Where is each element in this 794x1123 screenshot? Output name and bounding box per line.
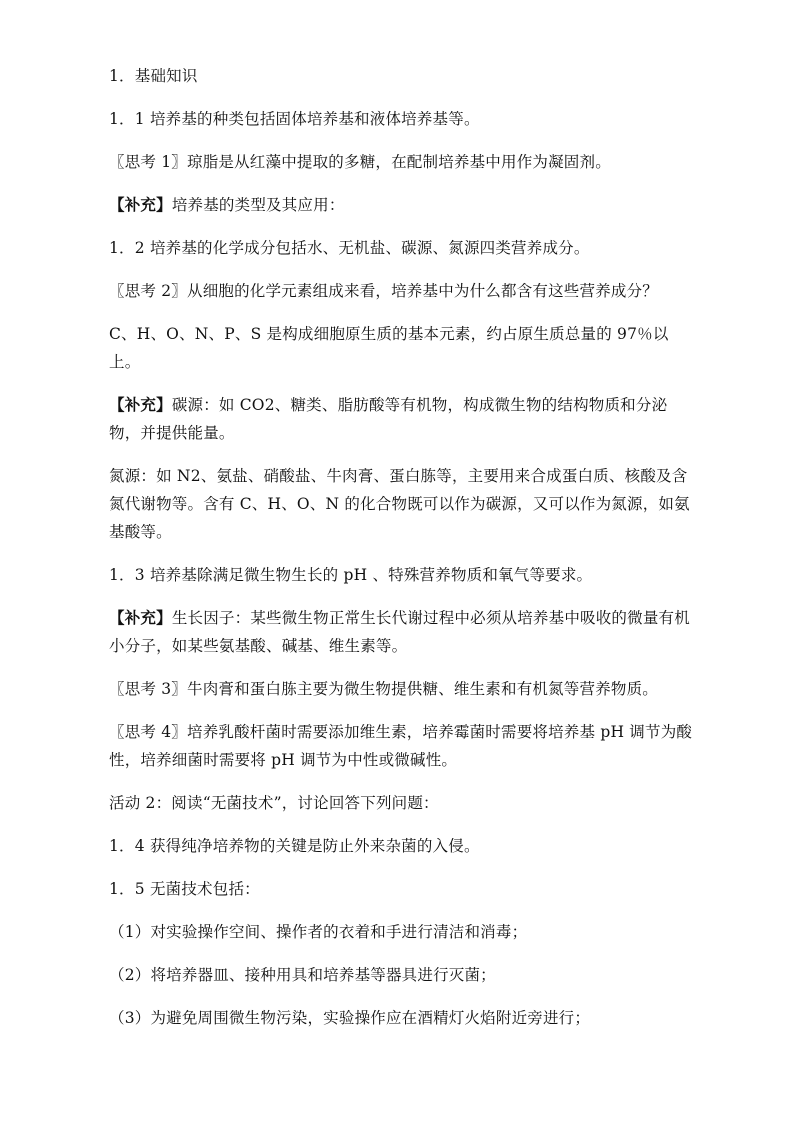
- think-label: 〖思考 4〗: [109, 723, 187, 741]
- heading-basic-knowledge: [109, 62, 695, 90]
- paragraph-text: 碳源：如 CO2、糖类、脂肪酸等有机物，构成微生物的结构物质和分泌物，并提供能量。: [109, 396, 668, 442]
- paragraph-think-1: [109, 148, 695, 176]
- paragraph-text: 1．1 培养基的种类包括固体培养基和液体培养基等。: [109, 110, 480, 128]
- supplement-label: 【补充】: [109, 395, 172, 414]
- paragraph-1-1: [109, 105, 695, 133]
- paragraph-supplement-growth: [109, 604, 695, 660]
- paragraph-text: 1．5 无菌技术包括：: [109, 880, 260, 898]
- paragraph-text: 氮源：如 N2、氨盐、硝酸盐、牛肉膏、蛋白胨等，主要用来合成蛋白质、核酸及含氮代谢物等。含有 C、H、O、N 的化合物既可以作为碳源，又可以作为氮源，如氨基酸等。: [109, 467, 690, 541]
- supplement-label: 【补充】: [109, 608, 172, 627]
- paragraph-think-3: [109, 675, 695, 703]
- paragraph-supplement-1: [109, 191, 695, 219]
- paragraph-text: 1．4 获得纯净培养物的关键是防止外来杂菌的入侵。: [109, 837, 480, 855]
- paragraph-text: （3）为避免周围微生物污染，实验操作应在酒精灯火焰附近旁进行；: [109, 1009, 591, 1027]
- think-label: 〖思考 3〗: [109, 680, 187, 698]
- paragraph-text: 1．2 培养基的化学成分包括水、无机盐、碳源、氮源四类营养成分。: [109, 239, 590, 257]
- paragraph-text: 琼脂是从红藻中提取的多糖，在配制培养基中用作为凝固剂。: [187, 153, 611, 171]
- paragraph-text: 牛肉膏和蛋白胨主要为微生物提供糖、维生素和有机氮等营养物质。: [187, 680, 659, 698]
- paragraph-activity-2: [109, 789, 695, 817]
- supplement-label: 【补充】: [109, 195, 172, 214]
- document-body: [109, 62, 695, 1047]
- paragraph-think-4: [109, 718, 695, 774]
- paragraph-text: （2）将培养器皿、接种用具和培养基等器具进行灭菌；: [109, 966, 496, 984]
- paragraph-text: 活动 2：阅读“无菌技术”，讨论回答下列问题：: [109, 794, 439, 812]
- think-label: 〖思考 1〗: [109, 153, 187, 171]
- paragraph-text: 生长因子：某些微生物正常生长代谢过程中必须从培养基中吸收的微量有机小分子，如某些氨基酸、碱基、维生素等。: [109, 609, 690, 655]
- paragraph-text: （1）对实验操作空间、操作者的衣着和手进行清洁和消毒；: [109, 923, 528, 941]
- paragraph-1-2: [109, 234, 695, 262]
- paragraph-think-2: [109, 277, 695, 305]
- paragraph-text: 1．3 培养基除满足微生物生长的 pH 、特殊营养物质和氧气等要求。: [109, 566, 593, 584]
- list-item-3: [109, 1004, 695, 1032]
- list-item-1: [109, 918, 695, 946]
- paragraph-text: C、H、O、N、P、S 是构成细胞原生质的基本元素，约占原生质总量的 97％以上。: [109, 325, 669, 371]
- paragraph-1-4: [109, 832, 695, 860]
- list-item-2: [109, 961, 695, 989]
- paragraph-supplement-carbon: [109, 391, 695, 447]
- paragraph-text: 培养乳酸杆菌时需要添加维生素，培养霉菌时需要将培养基 pH 调节为酸性，培养细菌时需要将 pH 调节为中性或微碱性。: [109, 723, 693, 769]
- paragraph-text: 培养基的类型及其应用：: [171, 196, 345, 214]
- paragraph-nitrogen: [109, 462, 695, 546]
- paragraph-text: 1．基础知识: [109, 67, 198, 85]
- paragraph-1-3: [109, 561, 695, 589]
- paragraph-text: 从细胞的化学元素组成来看，培养基中为什么都含有这些营养成分？: [187, 282, 659, 300]
- paragraph-1-5: [109, 875, 695, 903]
- paragraph-elements: [109, 320, 695, 376]
- think-label: 〖思考 2〗: [109, 282, 187, 300]
